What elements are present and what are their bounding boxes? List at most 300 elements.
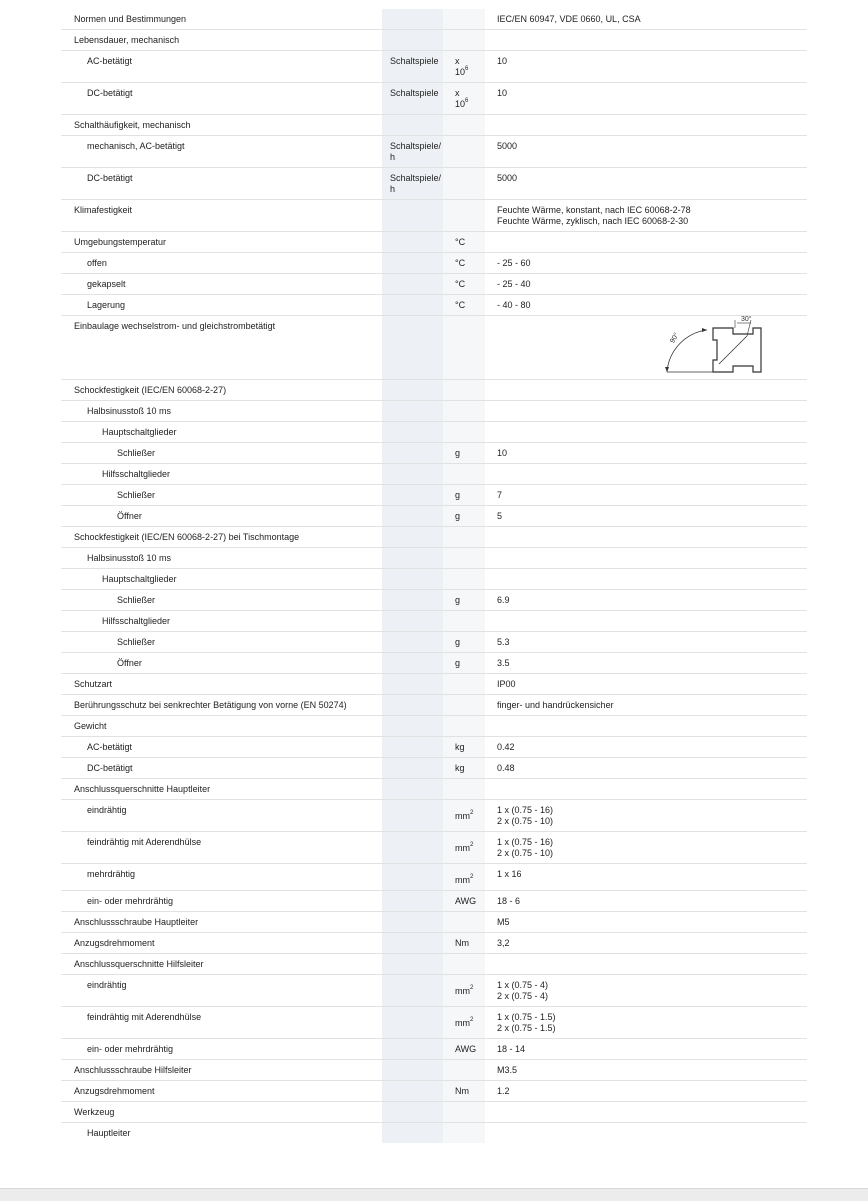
spec-row: [61, 136, 807, 168]
spec-unit: [382, 912, 443, 933]
spec-row: [61, 527, 807, 548]
spec-row: [61, 569, 807, 590]
spec-label: Einbaulage wechselstrom- und gleichstrombetätigt: [61, 316, 382, 380]
spec-label: Schockfestigkeit (IEC/EN 60068-2-27): [61, 380, 382, 401]
spec-value: [485, 891, 807, 912]
spec-row: [61, 168, 807, 200]
spec-symbol: [443, 422, 485, 443]
spec-row: [61, 864, 807, 891]
spec-label: Berührungsschutz bei senkrechter Betätigung von vorne (EN 50274): [61, 695, 382, 716]
value-text: 3,2: [497, 938, 510, 948]
spec-row: [61, 443, 807, 464]
value-text: IEC/EN 60947, VDE 0660, UL, CSA: [497, 14, 641, 24]
spec-label: Halbsinusstoß 10 ms: [61, 548, 382, 569]
spec-unit: [382, 232, 443, 253]
spec-row: [61, 1060, 807, 1081]
spec-label: mechanisch, AC-betätigt: [61, 136, 382, 168]
spec-symbol: [443, 912, 485, 933]
page-footer-bar: [0, 1188, 868, 1201]
spec-unit: [382, 443, 443, 464]
spec-symbol: [443, 716, 485, 737]
spec-label: Anschlussschraube Hilfsleiter: [61, 1060, 382, 1081]
spec-value: [485, 548, 807, 569]
spec-unit: [382, 653, 443, 674]
spec-label: eindrähtig: [61, 800, 382, 832]
value-text: 18 - 6: [497, 896, 521, 906]
spec-row: [61, 933, 807, 954]
symbol-line2: [455, 99, 485, 110]
spec-row: [61, 632, 807, 653]
spec-value: [485, 253, 807, 274]
spec-row: [61, 316, 807, 380]
spec-table: [61, 9, 807, 1143]
spec-unit: [382, 716, 443, 737]
spec-unit: [382, 422, 443, 443]
spec-label: Anschlussquerschnitte Hauptleiter: [61, 779, 382, 800]
spec-unit: [382, 800, 443, 832]
symbol-text: g: [455, 511, 461, 521]
spec-row: [61, 758, 807, 779]
spec-label: Schließer: [61, 590, 382, 611]
spec-row: [61, 30, 807, 51]
spec-unit: [382, 975, 443, 1007]
value-text-line2: 2 x (0.75 - 1.5): [497, 1023, 556, 1033]
spec-label: eindrähtig: [61, 975, 382, 1007]
value-text: 5.3: [497, 637, 510, 647]
symbol-text: °C: [455, 279, 466, 289]
unit-text: Schaltspiele/: [390, 141, 442, 151]
spec-symbol: [443, 1007, 485, 1039]
spec-label: DC-betätigt: [61, 83, 382, 115]
spec-row: [61, 975, 807, 1007]
spec-row: [61, 590, 807, 611]
value-text: 0.42: [497, 742, 515, 752]
spec-unit: [382, 611, 443, 632]
spec-symbol: [443, 295, 485, 316]
spec-unit: [382, 295, 443, 316]
value-text: Feuchte Wärme, konstant, nach IEC 60068-2-78: [497, 205, 691, 215]
spec-value: [485, 912, 807, 933]
spec-label: Schließer: [61, 443, 382, 464]
spec-row: [61, 779, 807, 800]
unit-text-line2: h: [390, 152, 396, 162]
spec-value: [485, 1123, 807, 1144]
spec-symbol: [443, 758, 485, 779]
spec-label: Öffner: [61, 653, 382, 674]
spec-value: [485, 1007, 807, 1039]
spec-symbol: [443, 1060, 485, 1081]
spec-unit: [382, 569, 443, 590]
spec-symbol: [443, 51, 485, 83]
spec-label: Schalthäufigkeit, mechanisch: [61, 115, 382, 136]
spec-unit: [382, 1123, 443, 1144]
spec-symbol: [443, 695, 485, 716]
symbol-exponent: 6: [465, 66, 469, 72]
spec-unit: [382, 200, 443, 232]
spec-symbol: [443, 464, 485, 485]
spec-value: [485, 30, 807, 51]
spec-symbol: [443, 590, 485, 611]
value-text: IP00: [497, 679, 516, 689]
spec-symbol: [443, 800, 485, 832]
mounting-position-diagram: [653, 316, 773, 376]
spec-row: [61, 954, 807, 975]
spec-value: [485, 443, 807, 464]
spec-unit: [382, 115, 443, 136]
spec-row: [61, 832, 807, 864]
spec-symbol: [443, 1081, 485, 1102]
value-text-line2: 2 x (0.75 - 10): [497, 816, 554, 826]
spec-unit: [382, 253, 443, 274]
spec-unit: [382, 933, 443, 954]
spec-label: Lebensdauer, mechanisch: [61, 30, 382, 51]
spec-symbol: [443, 232, 485, 253]
spec-label: Anzugsdrehmoment: [61, 933, 382, 954]
spec-unit: [382, 1081, 443, 1102]
spec-symbol: [443, 632, 485, 653]
spec-row: [61, 653, 807, 674]
symbol-text: °C: [455, 237, 466, 247]
spec-symbol: [443, 168, 485, 200]
symbol-text: AWG: [455, 1044, 477, 1054]
value-text-line2: Feuchte Wärme, zyklisch, nach IEC 60068-2-30: [497, 216, 689, 226]
spec-label: Anschlussschraube Hauptleiter: [61, 912, 382, 933]
spec-label: Lagerung: [61, 295, 382, 316]
unit-text-line2: h: [390, 184, 396, 194]
spec-label: Schockfestigkeit (IEC/EN 60068-2-27) bei Tischmontage: [61, 527, 382, 548]
spec-label: Anzugsdrehmoment: [61, 1081, 382, 1102]
spec-value: [485, 779, 807, 800]
value-text: 5000: [497, 141, 518, 151]
spec-row: [61, 1039, 807, 1060]
spec-value: [485, 653, 807, 674]
spec-symbol: [443, 115, 485, 136]
spec-unit: [382, 590, 443, 611]
symbol-text: mm: [455, 811, 470, 821]
spec-symbol: [443, 569, 485, 590]
symbol-text: x: [455, 88, 460, 98]
spec-value: [485, 274, 807, 295]
spec-unit: [382, 380, 443, 401]
spec-label: Hauptleiter: [61, 1123, 382, 1144]
arrowhead-bottom: [665, 367, 669, 372]
spec-row: [61, 274, 807, 295]
spec-symbol: [443, 954, 485, 975]
spec-unit: [382, 401, 443, 422]
spec-row: [61, 737, 807, 758]
value-text: - 25 - 40: [497, 279, 531, 289]
value-text: 1 x (0.75 - 16): [497, 837, 554, 847]
spec-symbol: [443, 200, 485, 232]
spec-symbol: [443, 1102, 485, 1123]
spec-value: [485, 569, 807, 590]
spec-symbol: [443, 611, 485, 632]
spec-row: [61, 611, 807, 632]
spec-value: [485, 590, 807, 611]
spec-label: Umgebungstemperatur: [61, 232, 382, 253]
spec-row: [61, 51, 807, 83]
value-text: 1 x (0.75 - 4): [497, 980, 549, 990]
spec-row: [61, 1102, 807, 1123]
value-text: 1 x (0.75 - 1.5): [497, 1012, 556, 1022]
spec-label: Hilfsschaltglieder: [61, 611, 382, 632]
symbol-text: kg: [455, 742, 465, 752]
symbol-text: x: [455, 56, 460, 66]
spec-row: [61, 1123, 807, 1144]
spec-symbol: [443, 30, 485, 51]
spec-unit: [382, 891, 443, 912]
spec-unit: [382, 758, 443, 779]
spec-symbol: [443, 1039, 485, 1060]
spec-unit: [382, 83, 443, 115]
spec-symbol: [443, 933, 485, 954]
symbol-line2: [455, 67, 485, 78]
spec-sheet: [61, 9, 807, 1143]
spec-symbol: [443, 674, 485, 695]
spec-unit: [382, 832, 443, 864]
arrowhead-top: [702, 328, 707, 332]
symbol-text: Nm: [455, 1086, 469, 1096]
symbol-exponent: 6: [465, 98, 469, 104]
spec-row: [61, 380, 807, 401]
value-text: M5: [497, 917, 510, 927]
spec-label: Schließer: [61, 485, 382, 506]
value-text: 3.5: [497, 658, 510, 668]
spec-symbol: [443, 401, 485, 422]
spec-label: Schutzart: [61, 674, 382, 695]
symbol-text: g: [455, 595, 461, 605]
value-text: 6.9: [497, 595, 510, 605]
value-text-line2: 2 x (0.75 - 4): [497, 991, 549, 1001]
symbol-text: mm: [455, 986, 470, 996]
symbol-exponent: 2: [470, 810, 474, 816]
spec-label: Hauptschaltglieder: [61, 422, 382, 443]
spec-label: gekapselt: [61, 274, 382, 295]
spec-row: [61, 1081, 807, 1102]
unit-text: Schaltspiele: [390, 56, 439, 66]
symbol-text: Nm: [455, 938, 469, 948]
symbol-text: mm: [455, 1018, 470, 1028]
spec-symbol: [443, 83, 485, 115]
spec-value: [485, 954, 807, 975]
spec-label: Hilfsschaltglieder: [61, 464, 382, 485]
symbol-base: 10: [455, 67, 466, 77]
spec-label: Klimafestigkeit: [61, 200, 382, 232]
contactor-outline: [713, 328, 761, 372]
spec-label: Öffner: [61, 506, 382, 527]
spec-row: [61, 912, 807, 933]
spec-label: feindrähtig mit Aderendhülse: [61, 1007, 382, 1039]
symbol-text: °C: [455, 258, 466, 268]
spec-value: [485, 864, 807, 891]
spec-value: [485, 115, 807, 136]
value-text: - 40 - 80: [497, 300, 531, 310]
value-text: 5000: [497, 173, 518, 183]
symbol-text: kg: [455, 763, 465, 773]
spec-row: [61, 891, 807, 912]
symbol-text: AWG: [455, 896, 477, 906]
symbol-exponent: 2: [470, 874, 474, 880]
spec-value: [485, 674, 807, 695]
spec-value: [485, 200, 807, 232]
spec-symbol: [443, 316, 485, 380]
spec-value: [485, 1039, 807, 1060]
spec-unit: [382, 485, 443, 506]
spec-value: [485, 9, 807, 30]
spec-value: [485, 1060, 807, 1081]
spec-value: [485, 527, 807, 548]
spec-row: [61, 485, 807, 506]
value-text: 10: [497, 448, 508, 458]
spec-label: ein- oder mehrdrähtig: [61, 891, 382, 912]
spec-row: [61, 464, 807, 485]
spec-value: [485, 51, 807, 83]
spec-row: [61, 200, 807, 232]
symbol-text: mm: [455, 843, 470, 853]
spec-value: [485, 83, 807, 115]
spec-unit: [382, 1060, 443, 1081]
spec-unit: [382, 1102, 443, 1123]
spec-label: AC-betätigt: [61, 737, 382, 758]
symbol-exponent: 2: [470, 985, 474, 991]
spec-value: [485, 464, 807, 485]
spec-symbol: [443, 136, 485, 168]
spec-symbol: [443, 737, 485, 758]
spec-value: [485, 832, 807, 864]
spec-unit: [382, 527, 443, 548]
spec-symbol: [443, 1123, 485, 1144]
spec-symbol: [443, 779, 485, 800]
spec-symbol: [443, 891, 485, 912]
symbol-text: g: [455, 658, 461, 668]
spec-row: [61, 295, 807, 316]
spec-unit: [382, 168, 443, 200]
spec-label: mehrdrähtig: [61, 864, 382, 891]
spec-value: [485, 295, 807, 316]
spec-row: [61, 401, 807, 422]
spec-symbol: [443, 548, 485, 569]
spec-unit: [382, 506, 443, 527]
spec-symbol: [443, 653, 485, 674]
spec-unit: [382, 1039, 443, 1060]
spec-label: DC-betätigt: [61, 168, 382, 200]
spec-label: Hauptschaltglieder: [61, 569, 382, 590]
spec-symbol: [443, 443, 485, 464]
spec-value: [485, 800, 807, 832]
symbol-exponent: 2: [470, 842, 474, 848]
spec-row: [61, 716, 807, 737]
spec-unit: [382, 316, 443, 380]
spec-label: Gewicht: [61, 716, 382, 737]
spec-row: [61, 548, 807, 569]
spec-value: [485, 716, 807, 737]
spec-row: [61, 83, 807, 115]
spec-unit: [382, 1007, 443, 1039]
value-text: 1.2: [497, 1086, 510, 1096]
spec-value: [485, 401, 807, 422]
spec-value: [485, 1081, 807, 1102]
spec-row: [61, 800, 807, 832]
spec-symbol: [443, 253, 485, 274]
spec-value: [485, 136, 807, 168]
value-text: 5: [497, 511, 503, 521]
spec-label: DC-betätigt: [61, 758, 382, 779]
value-text: finger- und handrückensicher: [497, 700, 614, 710]
spec-unit: [382, 274, 443, 295]
spec-row: [61, 253, 807, 274]
tilt-line: [719, 336, 747, 364]
spec-row: [61, 674, 807, 695]
value-text: 0.48: [497, 763, 515, 773]
spec-symbol: [443, 975, 485, 1007]
spec-symbol: [443, 485, 485, 506]
spec-unit: [382, 779, 443, 800]
spec-unit: [382, 864, 443, 891]
spec-value: [485, 232, 807, 253]
spec-label: Halbsinusstoß 10 ms: [61, 401, 382, 422]
symbol-exponent: 2: [470, 1017, 474, 1023]
spec-unit: [382, 51, 443, 83]
spec-symbol: [443, 274, 485, 295]
spec-value: [485, 485, 807, 506]
spec-symbol: [443, 527, 485, 548]
spec-value: [485, 611, 807, 632]
spec-unit: [382, 464, 443, 485]
spec-unit: [382, 737, 443, 758]
spec-unit: [382, 954, 443, 975]
spec-label: offen: [61, 253, 382, 274]
spec-row: [61, 506, 807, 527]
symbol-text: g: [455, 490, 461, 500]
spec-value: [485, 380, 807, 401]
symbol-text: mm: [455, 875, 470, 885]
spec-unit: [382, 632, 443, 653]
spec-value: [485, 506, 807, 527]
symbol-text: °C: [455, 300, 466, 310]
value-text: 1 x (0.75 - 16): [497, 805, 554, 815]
spec-label: feindrähtig mit Aderendhülse: [61, 832, 382, 864]
unit-text: Schaltspiele/: [390, 173, 442, 183]
spec-unit: [382, 695, 443, 716]
value-text: 7: [497, 490, 503, 500]
unit-text: Schaltspiele: [390, 88, 439, 98]
value-text: M3.5: [497, 1065, 518, 1075]
spec-row: [61, 9, 807, 30]
angle-90-label: 90°: [669, 331, 681, 345]
spec-unit: [382, 30, 443, 51]
spec-label: Normen und Bestimmungen: [74, 14, 187, 24]
spec-row: [61, 422, 807, 443]
symbol-text: g: [455, 448, 461, 458]
spec-label: ein- oder mehrdrähtig: [61, 1039, 382, 1060]
spec-value: [485, 422, 807, 443]
spec-unit: [382, 674, 443, 695]
spec-row: [61, 115, 807, 136]
spec-value: [485, 316, 807, 380]
spec-value: [485, 737, 807, 758]
spec-row: [61, 232, 807, 253]
angle-30-label: 30°: [741, 316, 752, 323]
spec-symbol: [443, 380, 485, 401]
value-text: 10: [497, 88, 508, 98]
spec-symbol: [443, 864, 485, 891]
value-text-line2: 2 x (0.75 - 10): [497, 848, 554, 858]
spec-value: [485, 933, 807, 954]
spec-unit: [382, 548, 443, 569]
spec-label: Werkzeug: [61, 1102, 382, 1123]
spec-label: Anschlussquerschnitte Hilfsleiter: [61, 954, 382, 975]
spec-unit: [382, 136, 443, 168]
